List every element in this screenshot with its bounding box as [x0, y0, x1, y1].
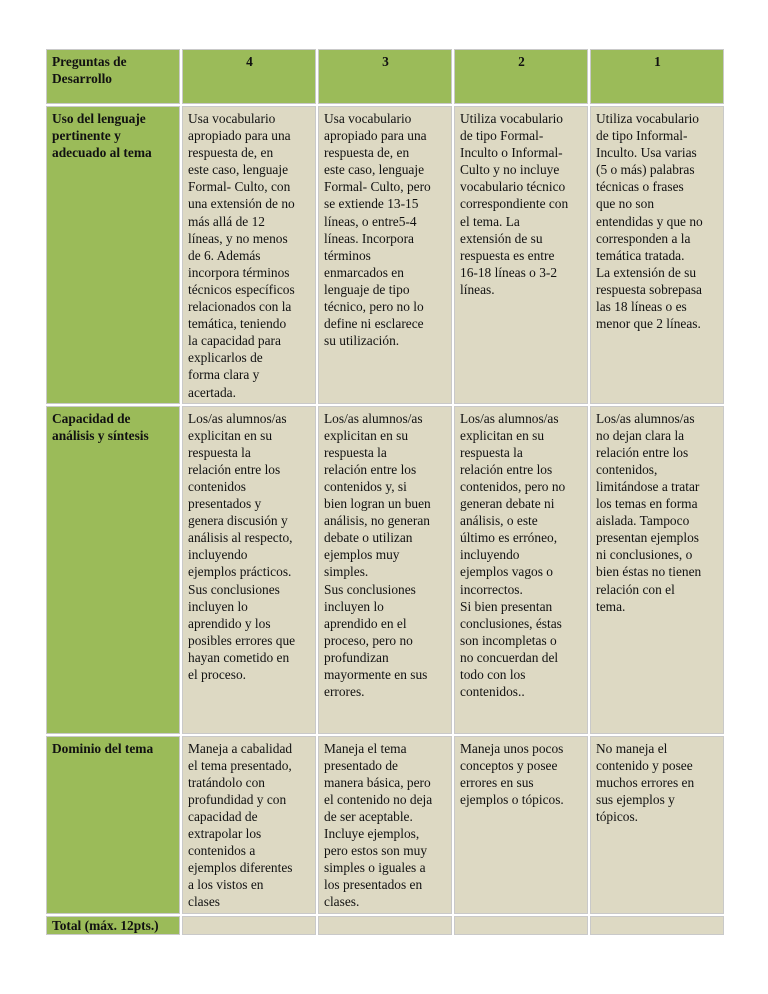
rubric-cell: Utiliza vocabulario de tipo Informal- Inculto. Usa varias (5 o más) palabras técnicas o frases que no son entendidas y que no corresponden a la temática tratada. La extensión de su respuesta sobrepasa las 18 líneas o es menor que 2 líneas. [590, 106, 724, 404]
total-cell [454, 916, 588, 935]
total-cell [590, 916, 724, 935]
rubric-cell: Los/as alumnos/as no dejan clara la relación entre los contenidos, limitándose a tratar los temas en forma aislada. Tampoco presentan ejemplos ni conclusiones, o bien éstas no tienen relación con el tema. [590, 406, 724, 734]
rubric-cell: Maneja el tema presentado de manera básica, pero el contenido no deja de ser aceptable. Incluye ejemplos, pero estos son muy simples o iguales a los presentados en clases. [318, 736, 452, 914]
criterion-row-analisis [46, 406, 724, 734]
level-header-2: 2 [454, 49, 588, 104]
total-label: Total (máx. 12pts.) [46, 916, 180, 935]
rubric-cell: Maneja unos pocos conceptos y posee errores en sus ejemplos o tópicos. [454, 736, 588, 914]
criterion-label: Uso del lenguaje pertinente y adecuado al tema [46, 106, 180, 404]
rubric-cell: Maneja a cabalidad el tema presentado, tratándolo con profundidad y con capacidad de extrapolar los contenidos a ejemplos diferentes a los vistos en clases [182, 736, 316, 914]
criterion-row-dominio [46, 736, 724, 914]
level-header-4: 4 [182, 49, 316, 104]
criterion-label: Capacidad de análisis y síntesis [46, 406, 180, 734]
rubric-table [44, 47, 726, 937]
rubric-cell: Los/as alumnos/as explicitan en su respuesta la relación entre los contenidos y, si bien logran un buen análisis, no generan debate o utilizan ejemplos muy simples. Sus conclusiones incluyen lo aprendido en el proceso, pero no profundizan mayormente en sus errores. [318, 406, 452, 734]
total-row [46, 916, 724, 935]
rubric-cell: No maneja el contenido y posee muchos errores en sus ejemplos y tópicos. [590, 736, 724, 914]
criteria-header: Preguntas de Desarrollo [46, 49, 180, 104]
rubric-cell: Usa vocabulario apropiado para una respuesta de, en este caso, lenguaje Formal- Culto, pero se extiende 13-15 líneas, o entre5-4 líneas. Incorpora términos enmarcados en lenguaje de tipo técnico, pero no lo define ni esclarece su utilización. [318, 106, 452, 404]
level-header-3: 3 [318, 49, 452, 104]
header-row [46, 49, 724, 104]
total-cell [318, 916, 452, 935]
total-cell [182, 916, 316, 935]
rubric-cell: Utiliza vocabulario de tipo Formal- Inculto o Informal- Culto y no incluye vocabulario técnico correspondiente con el tema. La extensión de su respuesta es entre 16-18 líneas o 3-2 líneas. [454, 106, 588, 404]
rubric-cell: Los/as alumnos/as explicitan en su respuesta la relación entre los contenidos presentados y genera discusión y análisis al respecto, incluyendo ejemplos prácticos. Sus conclusiones incluyen lo aprendido y los posibles errores que hayan cometido en el proceso. [182, 406, 316, 734]
level-header-1: 1 [590, 49, 724, 104]
criterion-row-lenguaje [46, 106, 724, 404]
rubric-cell: Los/as alumnos/as explicitan en su respuesta la relación entre los contenidos, pero no generan debate ni análisis, o este último es erróneo, incluyendo ejemplos vagos o incorrectos. Si bien presentan conclusiones, éstas son incompletas o no concuerdan del todo con los contenidos.. [454, 406, 588, 734]
rubric-cell: Usa vocabulario apropiado para una respuesta de, en este caso, lenguaje Formal- Culto, con una extensión de no más allá de 12 líneas, y no menos de 6. Además incorpora términos técnicos específicos relacionados con la temática, teniendo la capacidad para explicarlos de forma clara y acertada. [182, 106, 316, 404]
criterion-label: Dominio del tema [46, 736, 180, 914]
